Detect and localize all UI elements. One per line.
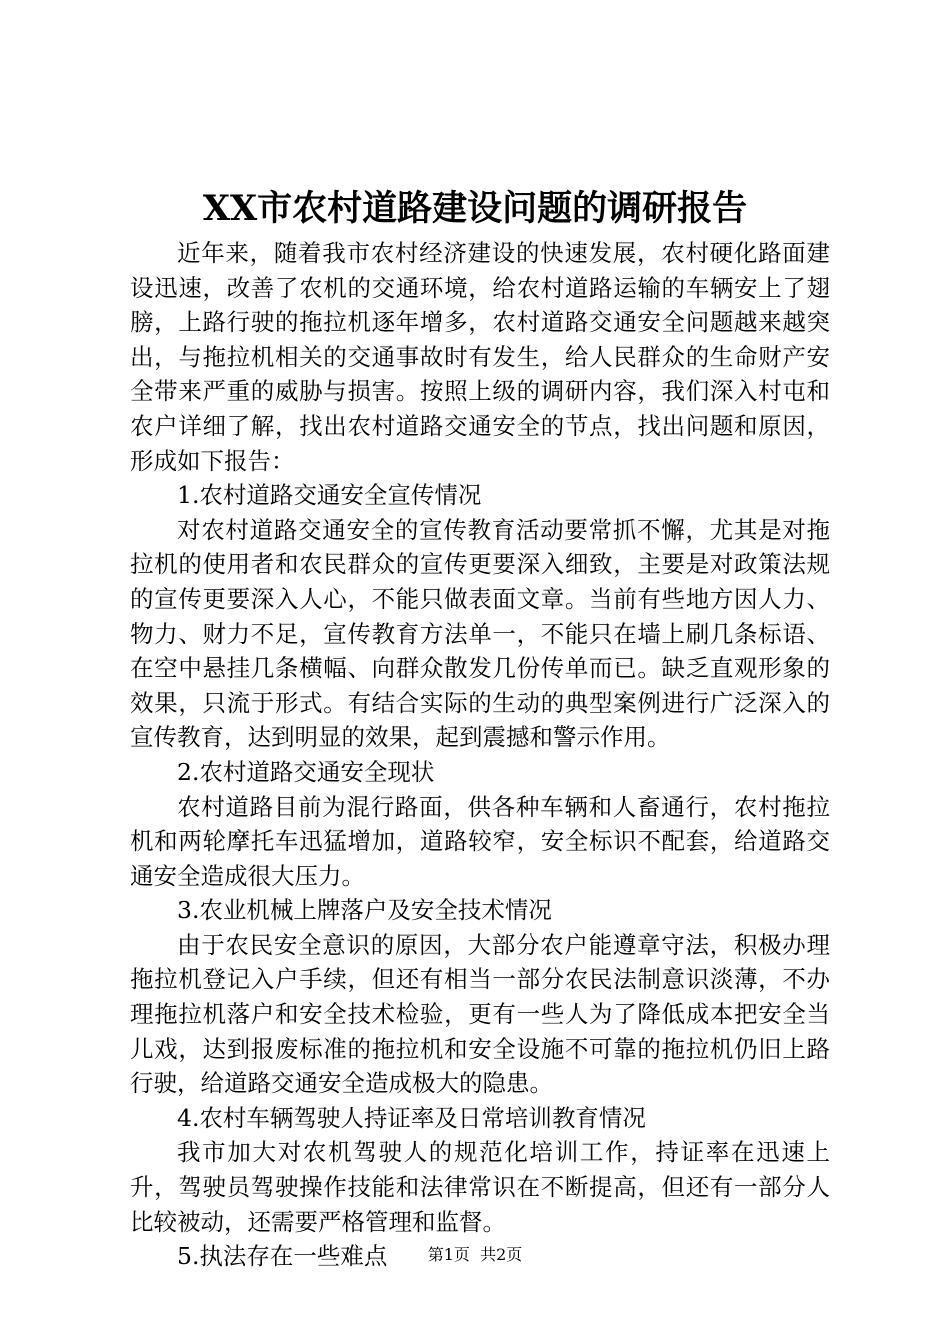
page-total: 共2页 bbox=[480, 1245, 523, 1264]
section-heading-5: 5.执法存在一些难点 bbox=[177, 1242, 388, 1271]
document-body bbox=[130, 236, 830, 1274]
section-heading-4: 4.农村车辆驾驶人持证率及日常培训教育情况 bbox=[177, 1103, 646, 1132]
section-heading-1: 1.农村道路交通安全宣传情况 bbox=[177, 481, 482, 510]
paragraph-section-3: 由于农民安全意识的原因，大部分农户能遵章守法，积极办理拖拉机登记入户手续，但还有相当一部分农民法制意识淡薄，不办理拖拉机落户和安全技术检验，更有一些人为了降低成本把安全当儿戏，达到报废标准的拖拉机和安全设施不可靠的拖拉机仍旧上路行驶，给道路交通安全造成极大的隐患。 bbox=[130, 930, 830, 1098]
paragraph-intro: 近年来，随着我市农村经济建设的快速发展，农村硬化路面建设迅速，改善了农机的交通环境，给农村道路运输的车辆安上了翅膀，上路行驶的拖拉机逐年增多，农村道路交通安全问题越来越突出，与拖拉机相关的交通事故时有发生，给人民群众的生命财产安全带来严重的威胁与损害。按照上级的调研内容，我们深入村屯和农户详细了解，找出农村道路交通安全的节点，找出问题和原因，形成如下报告： bbox=[130, 239, 830, 475]
paragraph-section-2: 农村道路目前为混行路面，供各种车辆和人畜通行，农村拖拉机和两轮摩托车迅猛增加，道路较窄，安全标识不配套，给道路交通安全造成很大压力。 bbox=[130, 792, 830, 890]
document-title: XX市农村道路建设问题的调研报告 bbox=[202, 188, 748, 229]
paragraph-section-1: 对农村道路交通安全的宣传教育活动要常抓不懈，尤其是对拖拉机的使用者和农民群众的宣传更要深入细致，主要是对政策法规的宣传更要深入人心，不能只做表面文章。当前有些地方因人力、物力、财力不足，宣传教育方法单一，不能只在墙上刷几条标语、在空中悬挂几条横幅、向群众散发几份传单而已。缺乏直观形象的效果，只流于形式。有结合实际的生动的典型案例进行广泛深入的宣传教育，达到明显的效果，起到震撼和警示作用。 bbox=[130, 515, 830, 752]
page-number: 第1页 bbox=[427, 1245, 470, 1264]
page-footer bbox=[0, 1244, 950, 1266]
section-heading-2: 2.农村道路交通安全现状 bbox=[177, 757, 435, 786]
section-heading-3: 3.农业机械上牌落户及安全技术情况 bbox=[177, 896, 552, 925]
paragraph-section-4: 我市加大对农机驾驶人的规范化培训工作，持证率在迅速上升，驾驶员驾驶操作技能和法律常识在不断提高，但还有一部分人比较被动，还需要严格管理和监督。 bbox=[130, 1138, 830, 1236]
